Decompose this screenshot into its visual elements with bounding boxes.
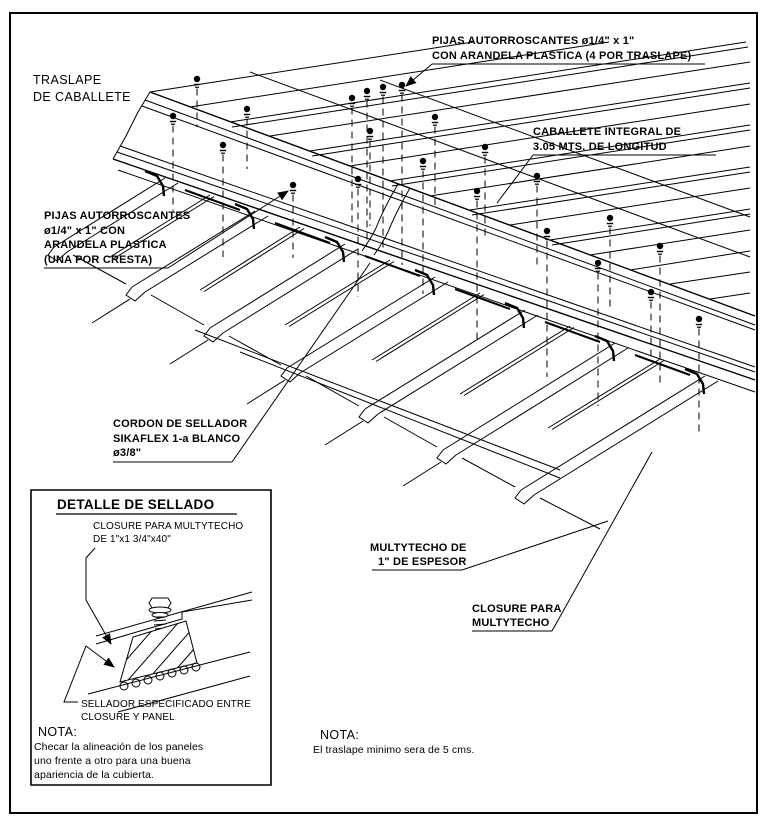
- callout-closure-line-1: CLOSURE PARA: [472, 603, 562, 615]
- callout-pijas-cresta-line-3: ARANDELA PLASTICA: [44, 239, 167, 252]
- callout-pijas-traslape: [432, 34, 691, 63]
- detail-nota-title: NOTA:: [38, 725, 78, 739]
- detail-box-title: DETALLE DE SELLADO: [57, 497, 215, 512]
- drawing-title-line-1: TRASLAPE: [33, 73, 102, 87]
- drawing-title: [33, 72, 131, 105]
- screw-icon: [170, 113, 176, 211]
- detail-nota-line-1: Checar la alineación de los paneles: [34, 741, 204, 753]
- sealant-bead-marks: [145, 171, 704, 394]
- detail-sellador-label: [81, 698, 251, 724]
- leader-detail-closure: [86, 548, 111, 644]
- screw-icon: [349, 95, 355, 228]
- callout-pijas-traslape-line-1: PIJAS AUTORROSCANTES ø1/4" x 1": [432, 35, 635, 47]
- callout-pijas-cresta-line-1: PIJAS AUTORROSCANTES: [44, 210, 191, 222]
- drawing-title-line-2: DE CABALLETE: [33, 89, 131, 104]
- leader-closure: [552, 452, 652, 631]
- screw-icon: [194, 76, 200, 127]
- callout-pijas-traslape-line-2: CON ARANDELA PLASTICA (4 POR TRASLAPE): [432, 49, 692, 62]
- screw-icon: [380, 84, 386, 252]
- leader-caballete: [497, 155, 533, 203]
- sealing-detail-drawing: [64, 548, 252, 715]
- callout-multytecho-line-2: 1" DE ESPESOR: [378, 556, 467, 568]
- detail-closure-label: [93, 520, 243, 546]
- leader-pijas-traslape: [406, 64, 432, 86]
- detail-sellador-label-line-1: SELLADOR ESPECIFICADO ENTRE: [81, 699, 251, 710]
- screw-icon: [474, 188, 480, 339]
- screw-icon: [220, 142, 226, 257]
- leader-multytecho: [462, 521, 608, 570]
- callout-multytecho-line-1: MULTYTECHO DE: [370, 542, 467, 554]
- screw-icon: [399, 82, 405, 265]
- detail-nota-line-3: apariencia de la cubierta.: [34, 768, 154, 781]
- callout-cordon-line-2: SIKAFLEX 1-a BLANCO: [113, 432, 241, 445]
- detail-closure-label-line-1: CLOSURE PARA MULTYTECHO: [93, 521, 244, 532]
- screw-icon: [244, 106, 250, 169]
- detail-nota-lines: [34, 741, 203, 783]
- callout-caballete: [533, 125, 681, 154]
- general-nota-title: NOTA:: [320, 728, 360, 742]
- screw-icon: [432, 114, 438, 205]
- screw-icon: [648, 289, 654, 358]
- callout-pijas-cresta-line-2: ø1/4" x 1" CON: [44, 224, 126, 237]
- callout-cordon-line-3: ø3/8": [113, 447, 142, 460]
- callout-pijas-cresta-line-4: (UNA POR CRESTA): [44, 253, 153, 266]
- callout-cordon-line-1: CORDON DE SELLADOR: [113, 418, 248, 430]
- general-nota-line-1: El traslape minimo sera de 5 cms.: [313, 744, 475, 756]
- screw-icon: [595, 260, 601, 406]
- screw-icon: [364, 88, 370, 241]
- callout-caballete-line-1: CABALLETE INTEGRAL DE: [533, 126, 682, 138]
- callout-caballete-line-2: 3.05 MTS. DE LONGITUD: [533, 140, 667, 153]
- callout-cordon: [113, 417, 247, 461]
- callout-pijas-cresta: [44, 209, 190, 267]
- detail-closure-label-line-2: DE 1"x1 3/4"x40": [93, 534, 171, 546]
- callout-closure-line-2: MULTYTECHO: [472, 617, 550, 629]
- detail-nota-line-2: uno frente a otro para una buena: [34, 754, 191, 767]
- screw-icon: [544, 228, 550, 377]
- detail-sellador-label-line-2: CLOSURE Y PANEL: [81, 712, 175, 724]
- leader-cordon: [232, 263, 370, 462]
